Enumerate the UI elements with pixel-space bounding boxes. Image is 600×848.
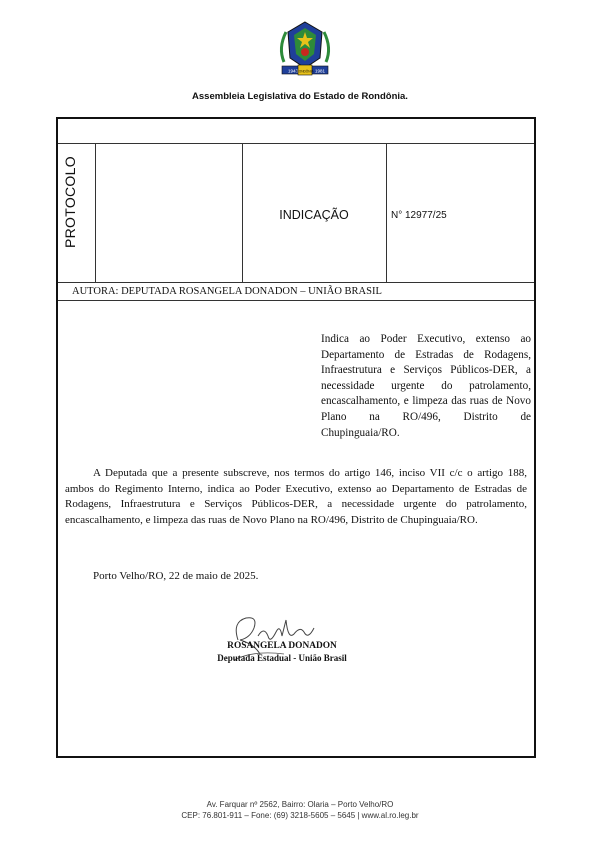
document-number: N° 12977/25 xyxy=(391,210,447,221)
organization-title: Assembleia Legislativa do Estado de Rondônia. xyxy=(192,91,408,102)
grid-line xyxy=(58,282,534,283)
signatory-name: ROSANGELA DONADON xyxy=(227,641,337,651)
crest-banner-mid: RONDÔNIA xyxy=(296,69,314,74)
footer-contact: CEP: 76.801-911 – Fone: (69) 3218-5605 – 5645 | www.al.ro.leg.br xyxy=(181,811,419,820)
author-line: AUTORA: DEPUTADA ROSANGELA DONADON – UNIÃO BRASIL xyxy=(72,286,382,297)
document-type: INDICAÇÃO xyxy=(279,208,349,222)
grid-line xyxy=(58,143,534,144)
ementa-text: Indica ao Poder Executivo, extenso ao Departamento de Estradas de Rodagens, Infraestrutura e Serviços Públicos-DER, a necessidade urgente do patrolamento, encascalhamento, e limpeza das ruas de Novo Plano na RO/496, Distrito de Chupinguaia/RO. xyxy=(321,333,531,439)
protocolo-label: PROTOCOLO xyxy=(62,156,78,248)
state-crest-icon xyxy=(276,18,334,80)
body-paragraph: A Deputada que a presente subscreve, nos termos do artigo 146, inciso VII c/c o artigo 188, ambos do Regimento Interno, indica ao Poder Executivo, extenso ao Departamento de Estradas de Rodagens, Infraestrutura e Serviços Públicos-DER, a necessidade urgente do patrolamento, encascalhamento, e limpeza das ruas de Novo Plano na RO/496, Distrito de Chupinguaia/RO. xyxy=(65,467,527,526)
signatory-role: Deputada Estadual - União Brasil xyxy=(217,653,347,663)
crest-banner-left: 1943 xyxy=(288,68,299,74)
footer-address: Av. Farquar nº 2562, Bairro: Olaria – Porto Velho/RO xyxy=(206,800,394,809)
grid-line xyxy=(386,143,387,282)
place-date: Porto Velho/RO, 22 de maio de 2025. xyxy=(93,570,259,582)
crest-banner-right: 1981 xyxy=(315,68,326,74)
grid-line xyxy=(95,143,96,282)
grid-line xyxy=(58,300,534,301)
